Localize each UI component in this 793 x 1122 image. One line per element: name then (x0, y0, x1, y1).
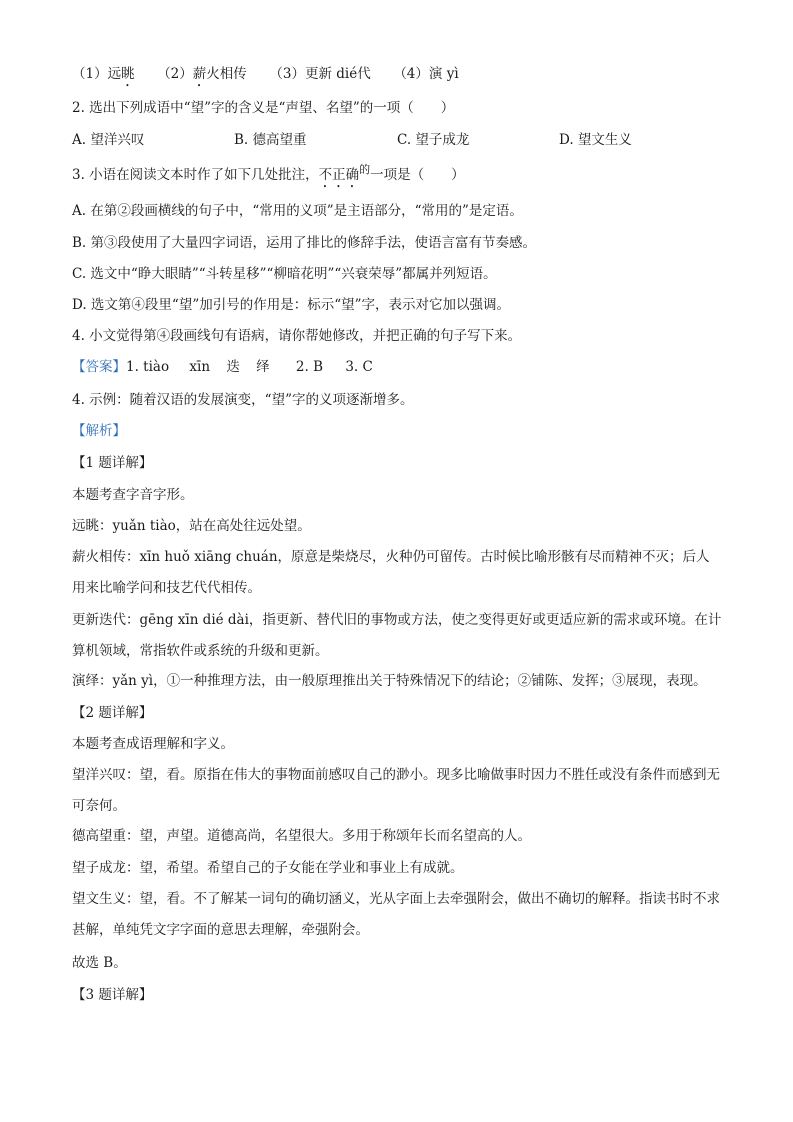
paragraph: 故选 B。 (72, 955, 127, 971)
paragraph: 薪火相传：xīn huǒ xiāng chuán，原意是柴烧尽，火种仍可留传。古时候比喻形骸有尽而精神不灭；后人用来比喻学问和技艺代代相传。 (72, 549, 710, 596)
paragraph: 远眺：yuǎn tiào，站在高处往远处望。 (72, 518, 311, 534)
paragraph: 望洋兴叹：望，看。原指在伟大的事物面前感叹自己的渺小。现多比喻做事时因力不胜任或没有条件而感到无可奈何。 (72, 767, 720, 814)
q2-stem: 2. 选出下列成语中“望”字的含义是“声望、名望”的一项（ ） (72, 100, 455, 116)
q2-option-c: C. 望子成龙 (397, 132, 470, 148)
q1-item-1: （1）远眺 (72, 66, 135, 82)
section-heading-1: 【1 题详解】 (72, 455, 153, 471)
section-heading-2: 【2 题详解】 (72, 705, 153, 721)
q4-stem: 4. 小文觉得第④段画线句有语病，请你帮她修改，并把正确的句子写下来。 (72, 328, 522, 344)
q2-option-d: D. 望文生义 (559, 132, 632, 148)
paragraph: 演绎：yǎn yì，①一种推理方法，由一般原理推出关于特殊情况下的结论；②铺陈、发挥；③展现，表现。 (72, 673, 707, 689)
analysis-label: 【解析】 (72, 423, 126, 439)
answer-line-2: 4. 示例：随着汉语的发展演变，“望”字的义项逐渐增多。 (72, 392, 414, 408)
q3-stem: 3. 小语在阅读文本时作了如下几处批注，不正确$^的$一项是（ ） (72, 163, 465, 183)
q1-item-3: （3）更新 dié代 (269, 66, 371, 82)
q1-item-2: （2）薪火相传 (157, 66, 247, 82)
q1-items (72, 64, 723, 90)
paragraph: 本题考查字音字形。 (72, 487, 194, 503)
q2-option-a: A. 望洋兴叹 (72, 132, 145, 148)
paragraph: 望文生义：望，看。不了解某一词句的确切涵义，光从字面上去牵强附会，做出不确切的解释。指读书时不求甚解，单纯凭文字字面的意思去理解，牵强附会。 (72, 891, 720, 938)
paragraph: 更新迭代：gēng xīn dié dài，指更新、替代旧的事物或方法，使之变得更好或更适应新的需求或环境。在计算机领域，常指软件或系统的升级和更新。 (72, 612, 722, 659)
answer-label: 【答案】 (72, 359, 126, 375)
paragraph: 德高望重：望，声望。道德高尚，名望很大。多用于称颂年长而名望高的人。 (72, 828, 531, 844)
q3-option-b: B. 第③段使用了大量四字词语，运用了排比的修辞手法，使语言富有节奏感。 (72, 235, 537, 251)
answer-line: 【答案】1. tiào xīn 迭 绎 2. B 3. C (72, 359, 373, 375)
q3-option-c: C. 选文中“睁大眼睛”“斗转星移”“柳暗花明”“兴衰荣辱”都属并列短语。 (72, 266, 497, 282)
paragraph: 本题考查成语理解和字义。 (72, 736, 234, 752)
paragraph: 望子成龙：望，希望。希望自己的子女能在学业和事业上有成就。 (72, 860, 464, 876)
q3-option-d: D. 选文第④段里“望”加引号的作用是：标示“望”字，表示对它加以强调。 (72, 297, 511, 313)
section-heading-3: 【3 题详解】 (72, 987, 153, 1003)
q3-option-a: A. 在第②段画横线的句子中，“常用的义项”是主语部分，“常用的”是定语。 (72, 203, 523, 219)
q1-item-4: （4）演 yì (393, 66, 459, 82)
q2-option-b: B. 德高望重 (234, 132, 307, 148)
